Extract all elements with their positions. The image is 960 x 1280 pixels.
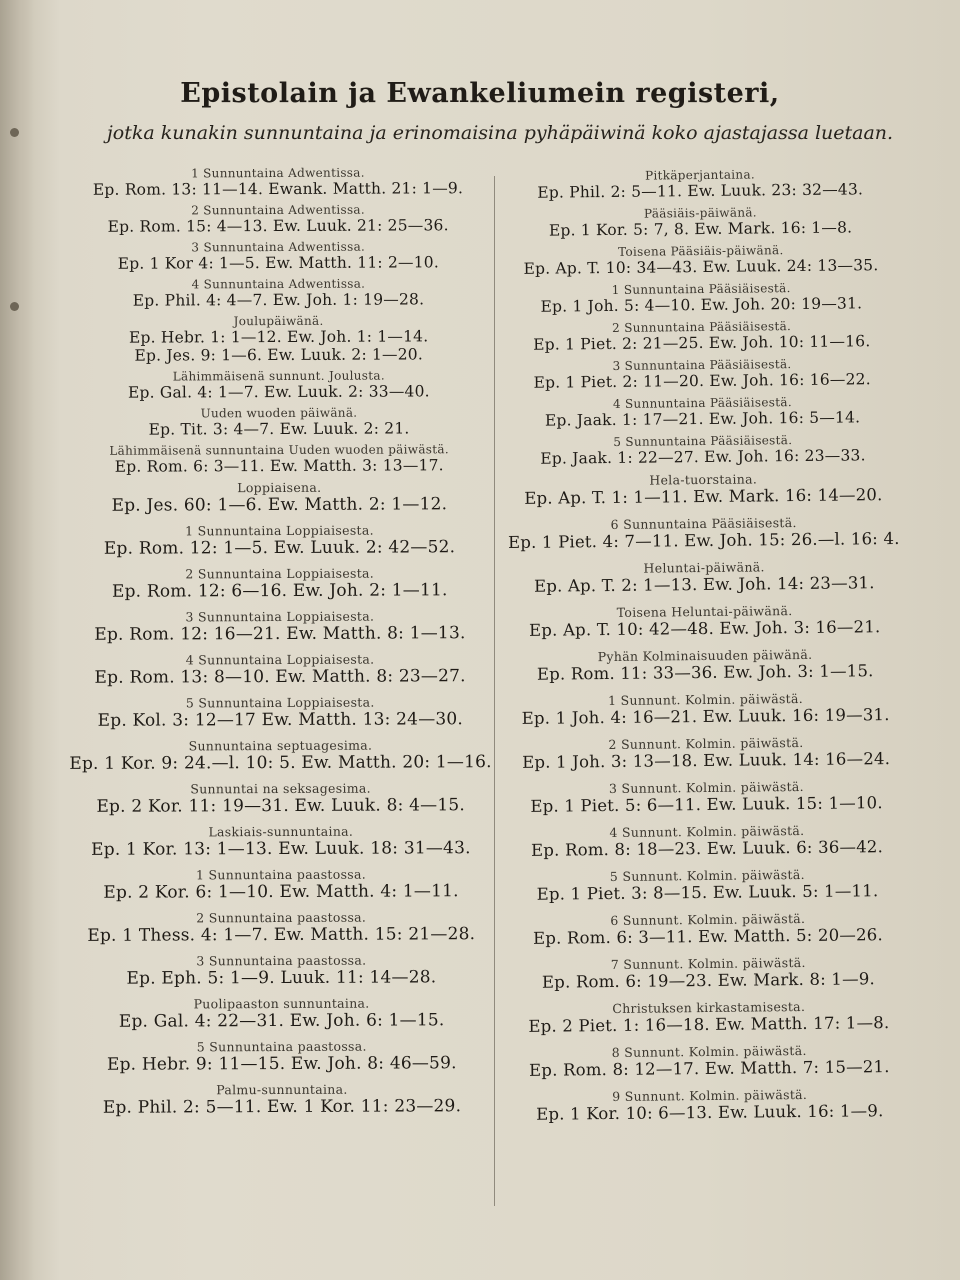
entry-reading: Ep. Gal. 4: 22—31. Ew. Joh. 6: 1—15. <box>118 1010 445 1032</box>
register-entry <box>65 313 493 365</box>
register-entry <box>502 866 912 905</box>
entry-heading: 3 Sunnunt. Kolmin. päiwästä. <box>608 778 804 797</box>
entry-heading: 1 Sunnuntaina Adwentissa. <box>191 165 365 181</box>
register-entry <box>66 608 494 645</box>
register-entry <box>68 1038 496 1075</box>
entry-heading: Heluntai-päiwänä. <box>643 559 765 576</box>
entry-reading: Ep. 1 Piet. 4: 7—11. Ew. Joh. 15: 26.—l. 16: 4. <box>507 528 900 553</box>
entry-heading: 5 Sunnunt. Kolmin. päiwästä. <box>609 866 805 885</box>
entry-reading: Ep. 1 Joh. 4: 16—21. Ew. Luuk. 16: 19—31. <box>521 705 890 728</box>
entry-reading-second: Ep. Jes. 9: 1—6. Ew. Luuk. 2: 1—20. <box>134 345 424 365</box>
register-entry <box>496 242 906 278</box>
entry-heading: 1 Sunnuntaina Pääsiäisestä. <box>611 281 791 297</box>
entry-heading: Pitkäperjantaina. <box>645 167 756 183</box>
entry-reading: Ep. Tit. 3: 4—7. Ew. Luuk. 2: 21. <box>148 419 410 439</box>
entry-heading: 5 Sunnuntaina Loppiaisesta. <box>185 694 375 711</box>
entry-reading: Ep. 1 Piet. 3: 8—15. Ew. Luuk. 5: 1—11. <box>536 881 879 904</box>
register-entry <box>499 514 909 553</box>
entry-heading: Loppiaisena. <box>237 479 322 496</box>
entry-heading: 5 Sunnuntaina Pääsiäisestä. <box>613 433 793 449</box>
entry-heading: Pyhän Kolminaisuuden päiwänä. <box>597 646 813 665</box>
entry-reading: Ep. Rom. 12: 1—5. Ew. Luuk. 2: 42—52. <box>103 537 456 559</box>
entry-heading: 2 Sunnuntaina Pääsiäisestä. <box>612 319 792 335</box>
entry-heading: 2 Sunnuntaina paastossa. <box>196 909 367 926</box>
entry-heading: Toisena Pääsiäis-päiwänä. <box>618 243 784 259</box>
entry-heading: 2 Sunnuntaina Loppiaisesta. <box>185 565 375 582</box>
register-entry <box>500 646 910 685</box>
register-entry <box>65 368 493 402</box>
register-entry <box>498 470 908 509</box>
entry-reading: Ep. Kol. 3: 12—17 Ew. Matth. 13: 24—30. <box>97 709 464 731</box>
register-entry <box>64 202 492 236</box>
register-entry <box>502 822 912 861</box>
register-entry <box>67 823 495 860</box>
register-entry <box>66 651 494 688</box>
register-entry <box>495 166 905 202</box>
entry-heading: 1 Sunnuntaina Loppiaisesta. <box>185 522 374 539</box>
right-column <box>495 166 915 1134</box>
entry-heading: Pääsiäis-päiwänä. <box>643 205 757 221</box>
left-column <box>64 165 496 1126</box>
register-entry <box>67 909 495 946</box>
entry-heading: Lähimmäisenä sunnuntaina Uuden wuoden päiwästä. <box>109 442 449 458</box>
entry-heading: 4 Sunnuntaina Adwentissa. <box>191 276 366 292</box>
entry-heading: Laskiais-sunnuntaina. <box>208 823 354 840</box>
register-entry <box>498 432 908 468</box>
register-entry <box>65 442 493 476</box>
entry-reading: Ep. Jaak. 1: 22—27. Ew. Joh. 16: 23—33. <box>540 446 866 468</box>
register-entry <box>66 565 494 602</box>
entry-heading: 6 Sunnunt. Kolmin. päiwästä. <box>610 910 806 929</box>
register-entry <box>499 558 909 597</box>
register-entry <box>497 318 907 354</box>
entry-reading: Ep. Rom. 8: 18—23. Ew. Luuk. 6: 36—42. <box>531 837 884 860</box>
entry-reading: Ep. 1 Kor 4: 1—5. Ew. Matth. 11: 2—10. <box>117 253 440 273</box>
entry-heading: 4 Sunnunt. Kolmin. päiwästä. <box>609 822 805 841</box>
register-entry <box>500 690 910 729</box>
entry-reading: Ep. 2 Piet. 1: 16—18. Ew. Matth. 17: 1—8. <box>528 1013 890 1036</box>
entry-reading: Ep. 1 Piet. 2: 11—20. Ew. Joh. 16: 16—22. <box>533 370 871 392</box>
entry-heading: Joulupäiwänä. <box>233 313 324 329</box>
entry-reading: Ep. Rom. 15: 4—13. Ew. Luuk. 21: 25—36. <box>107 216 449 236</box>
entry-heading: 7 Sunnunt. Kolmin. päiwästä. <box>610 954 806 973</box>
entry-heading: Toisena Heluntai-päiwänä. <box>616 603 793 620</box>
entry-reading: Ep. 1 Piet. 2: 21—25. Ew. Joh. 10: 11—16. <box>533 332 871 354</box>
entry-heading: 3 Sunnuntaina Loppiaisesta. <box>185 608 375 625</box>
entry-heading: 5 Sunnuntaina paastossa. <box>196 1038 367 1055</box>
register-entry <box>505 1086 915 1125</box>
entry-heading: 3 Sunnuntaina Pääsiäisestä. <box>612 357 792 373</box>
entry-reading: Ep. Rom. 11: 33—36. Ew. Joh. 3: 1—15. <box>536 661 874 684</box>
entry-reading: Ep. 1 Thess. 4: 1—7. Ew. Matth. 15: 21—28. <box>87 924 476 946</box>
entry-reading: Ep. 1 Piet. 5: 6—11. Ew. Luuk. 15: 1—10. <box>530 793 883 816</box>
register-entry <box>65 479 493 516</box>
register-entry <box>64 239 492 273</box>
entry-reading: Ep. Rom. 8: 12—17. Ew. Matth. 7: 15—21. <box>529 1057 890 1080</box>
entry-heading: 2 Sunnuntaina Adwentissa. <box>191 202 365 218</box>
entry-reading: Ep. Eph. 5: 1—9. Luuk. 11: 14—28. <box>126 967 437 989</box>
register-entry <box>67 866 495 903</box>
entry-reading: Ep. Ap. T. 10: 34—43. Ew. Luuk. 24: 13—35. <box>523 256 879 278</box>
entry-heading: 6 Sunnuntaina Pääsiäisestä. <box>610 515 797 532</box>
register-entry <box>497 356 907 392</box>
book-spine-shadow <box>0 0 34 1280</box>
entry-reading: Ep. 1 Joh. 3: 13—18. Ew. Luuk. 14: 16—24. <box>522 749 891 772</box>
entry-heading: 9 Sunnunt. Kolmin. päiwästä. <box>612 1086 808 1104</box>
register-entry <box>501 734 911 773</box>
entry-reading: Ep. 1 Kor. 10: 6—13. Ew. Luuk. 16: 1—9. <box>536 1101 884 1124</box>
entry-reading: Ep. 1 Kor. 9: 24.—l. 10: 5. Ew. Matth. 20: 1—16. <box>69 752 492 774</box>
entry-reading: Ep. 2 Kor. 6: 1—10. Ew. Matth. 4: 1—11. <box>103 881 459 903</box>
entry-reading: Ep. 2 Kor. 11: 19—31. Ew. Luuk. 8: 4—15. <box>96 795 466 817</box>
entry-reading: Ep. Hebr. 9: 11—15. Ew. Joh. 8: 46—59. <box>106 1053 457 1075</box>
entry-reading: Ep. Jes. 60: 1—6. Ew. Matth. 2: 1—12. <box>111 494 448 516</box>
page-subtitle: jotka kunakin sunnuntaina ja erinomaisina pyhäpäiwinä koko ajastajassa luetaan. <box>106 122 894 144</box>
entry-reading: Ep. Rom. 6: 3—11. Ew. Matth. 3: 13—17. <box>114 456 444 476</box>
register-entry <box>66 694 494 731</box>
entry-reading: Ep. Phil. 2: 5—11. Ew. Luuk. 23: 32—43. <box>537 180 864 202</box>
entry-heading: 1 Sunnunt. Kolmin. päiwästä. <box>607 690 804 709</box>
entry-heading: Uuden wuoden päiwänä. <box>200 405 358 421</box>
register-entry <box>65 522 493 559</box>
entry-reading: Ep. Rom. 13: 8—10. Ew. Matth. 8: 23—27. <box>94 666 466 688</box>
entry-heading: Sunnuntai na seksagesima. <box>190 780 371 797</box>
entry-heading: 2 Sunnunt. Kolmin. päiwästä. <box>608 734 804 753</box>
entry-heading: Hela-tuorstaina. <box>649 471 758 488</box>
entry-reading: Ep. Rom. 12: 16—21. Ew. Matth. 8: 1—13. <box>94 623 466 645</box>
entry-reading: Ep. Ap. T. 10: 42—48. Ew. Joh. 3: 16—21. <box>529 617 881 640</box>
entry-heading: Christuksen kirkastamisesta. <box>612 998 806 1016</box>
binding-hole <box>10 128 19 137</box>
register-entry <box>68 995 496 1032</box>
register-entry <box>67 780 495 817</box>
binding-hole <box>10 302 19 311</box>
entry-reading: Ep. 1 Kor. 5: 7, 8. Ew. Mark. 16: 1—8. <box>548 218 853 240</box>
register-entry <box>67 952 495 989</box>
register-entry <box>503 954 913 993</box>
register-entry <box>66 737 494 774</box>
entry-reading: Ep. 1 Joh. 5: 4—10. Ew. Joh. 20: 19—31. <box>540 294 863 316</box>
entry-reading: Ep. Phil. 4: 4—7. Ew. Joh. 1: 19—28. <box>132 290 425 310</box>
register-entry <box>496 280 906 316</box>
register-entry <box>504 1042 914 1081</box>
entry-reading: Ep. Phil. 2: 5—11. Ew. 1 Kor. 11: 23—29. <box>102 1096 462 1118</box>
entry-reading: Ep. Rom. 13: 11—14. Ewank. Matth. 21: 1—9. <box>92 179 464 199</box>
entry-heading: Sunnuntaina septuagesima. <box>188 737 373 754</box>
entry-heading: 3 Sunnuntaina Adwentissa. <box>191 239 366 255</box>
entry-reading: Ep. Gal. 4: 1—7. Ew. Luuk. 2: 33—40. <box>127 382 430 402</box>
register-entry <box>495 204 905 240</box>
register-entry <box>68 1081 496 1118</box>
entry-heading: Puolipaaston sunnuntaina. <box>193 995 370 1012</box>
entry-heading: 1 Sunnuntaina paastossa. <box>195 866 367 883</box>
page-title: Epistolain ja Ewankeliumein registeri, <box>180 78 780 109</box>
entry-heading: 3 Sunnuntaina paastossa. <box>196 952 367 969</box>
entry-heading: 4 Sunnuntaina Pääsiäisestä. <box>612 395 792 411</box>
register-entry <box>65 405 493 439</box>
register-entry <box>64 276 492 310</box>
register-entry <box>503 910 913 949</box>
entry-reading: Ep. Rom. 6: 19—23. Ew. Mark. 8: 1—9. <box>541 969 876 992</box>
entry-reading: Ep. 1 Kor. 13: 1—13. Ew. Luuk. 18: 31—43. <box>91 838 471 860</box>
register-entry <box>501 778 911 817</box>
entry-reading: Ep. Ap. T. 2: 1—13. Ew. Joh. 14: 23—31. <box>533 573 875 596</box>
entry-heading: Lähimmäisenä sunnunt. Joulusta. <box>172 368 385 384</box>
entry-reading: Ep. Rom. 12: 6—16. Ew. Joh. 2: 1—11. <box>111 580 448 602</box>
entry-reading: Ep. Ap. T. 1: 1—11. Ew. Mark. 16: 14—20. <box>524 485 883 508</box>
register-entry <box>64 165 492 199</box>
entry-reading: Ep. Hebr. 1: 1—12. Ew. Joh. 1: 1—14. <box>128 327 429 347</box>
entry-heading: 4 Sunnuntaina Loppiaisesta. <box>185 651 375 668</box>
register-entry <box>504 998 914 1037</box>
register-entry <box>500 602 910 641</box>
entry-heading: Palmu-sunnuntaina. <box>216 1081 348 1098</box>
entry-reading: Ep. Jaak. 1: 17—21. Ew. Joh. 16: 5—14. <box>544 408 861 430</box>
register-entry <box>497 394 907 430</box>
entry-heading: 8 Sunnunt. Kolmin. päiwästä. <box>611 1042 807 1060</box>
entry-reading: Ep. Rom. 6: 3—11. Ew. Matth. 5: 20—26. <box>532 925 883 948</box>
